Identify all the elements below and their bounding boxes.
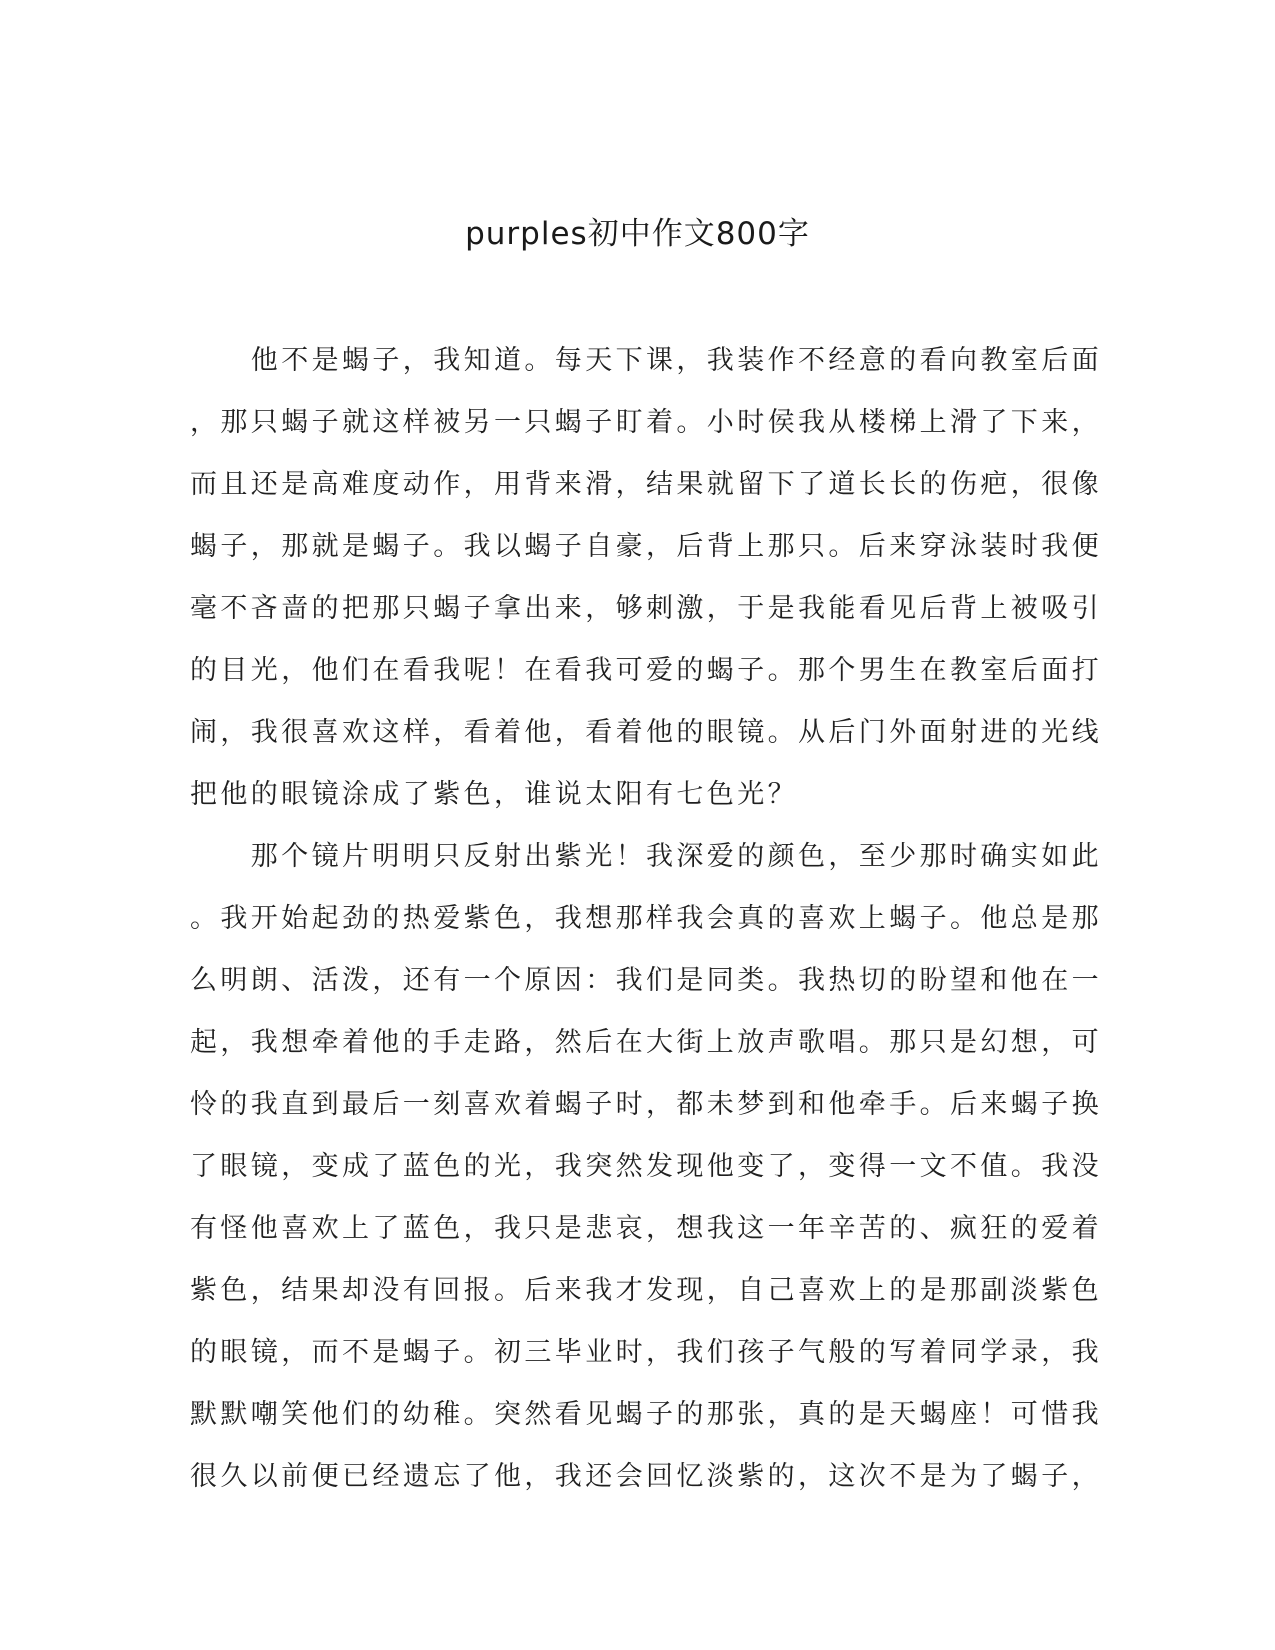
text-line: 紫色，结果却没有回报。后来我才发现，自己喜欢上的是那副淡紫色 (190, 1275, 1102, 1306)
text-line: 很久以前便已经遗忘了他，我还会回忆淡紫的，这次不是为了蝎子， (190, 1461, 1102, 1492)
text-line: 有怪他喜欢上了蓝色，我只是悲哀，想我这一年辛苦的、疯狂的爱着 (190, 1213, 1102, 1244)
text-line: 了眼镜，变成了蓝色的光，我突然发现他变了，变得一文不值。我没 (190, 1151, 1102, 1182)
text-line: 的目光，他们在看我呢！在看我可爱的蝎子。那个男生在教室后面打 (190, 655, 1102, 686)
text-line: 他不是蝎子，我知道。每天下课，我装作不经意的看向教室后面 (190, 345, 1102, 376)
text-line: 蝎子，那就是蝎子。我以蝎子自豪，后背上那只。后来穿泳装时我便 (190, 531, 1102, 562)
text-line: 而且还是高难度动作，用背来滑，结果就留下了道长长的伤疤，很像 (190, 469, 1102, 500)
text-line: 。我开始起劲的热爱紫色，我想那样我会真的喜欢上蝎子。他总是那 (190, 903, 1102, 934)
text-line: 起，我想牵着他的手走路，然后在大街上放声歌唱。那只是幻想，可 (190, 1027, 1102, 1058)
text-line: 把他的眼镜涂成了紫色，谁说太阳有七色光？ (190, 779, 798, 810)
text-line: ，那只蝎子就这样被另一只蝎子盯着。小时侯我从楼梯上滑了下来， (190, 407, 1102, 438)
document-title: purples初中作文800字 (465, 216, 810, 252)
text-line: 那个镜片明明只反射出紫光！我深爱的颜色，至少那时确实如此 (190, 841, 1102, 872)
text-line: 默默嘲笑他们的幼稚。突然看见蝎子的那张，真的是天蝎座！可惜我 (190, 1399, 1102, 1430)
text-line: 怜的我直到最后一刻喜欢着蝎子时，都未梦到和他牵手。后来蝎子换 (190, 1089, 1102, 1120)
text-line: 么明朗、活泼，还有一个原因：我们是同类。我热切的盼望和他在一 (190, 965, 1102, 996)
text-line: 闹，我很喜欢这样，看着他，看着他的眼镜。从后门外面射进的光线 (190, 717, 1102, 748)
text-line: 毫不吝啬的把那只蝎子拿出来，够刺激，于是我能看见后背上被吸引 (190, 593, 1102, 624)
document-body (190, 330, 1102, 1508)
text-line: 的眼镜，而不是蝎子。初三毕业时，我们孩子气般的写着同学录，我 (190, 1337, 1102, 1368)
